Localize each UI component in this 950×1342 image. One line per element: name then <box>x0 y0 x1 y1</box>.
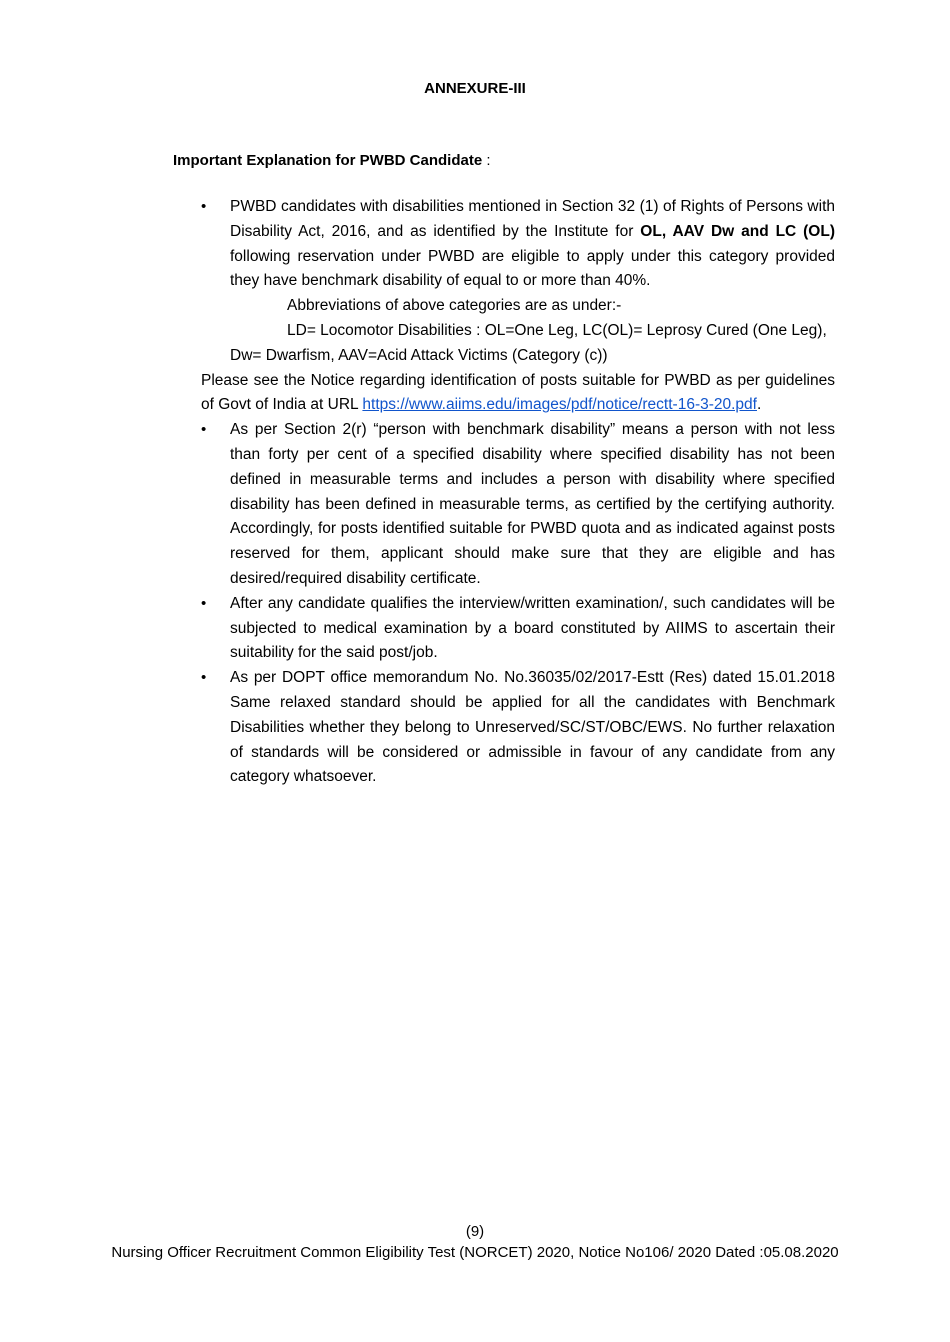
notice-paragraph <box>201 369 835 419</box>
page-number: (9) <box>465 1223 485 1240</box>
bullet-item-pwbd-eligibility <box>201 195 835 294</box>
abbreviations-dw: Dw= Dwarfism, AAV=Acid Attack Victims (Category (c)) <box>230 346 608 364</box>
bullet-text-bold: OL, AAV Dw and LC (OL) <box>640 222 835 240</box>
bullet-text-part2: following reservation under PWBD are eligible to apply under this category provided they have benchmark disability of equal to or more than 40%. <box>230 247 835 290</box>
bullet-item-medical-exam <box>201 592 835 666</box>
notice-url-link[interactable]: https://www.aiims.edu/images/pdf/notice/rectt-16-3-20.pdf <box>362 396 757 414</box>
bullet-text: As per Section 2(r) “person with benchmark disability” means a person with not less than forty per cent of a specified disability where specified disability has not been defined in measurable terms and includes a person with disability where specified disability has been defined in measurable terms, as certified by the certifying authority. Accordingly, for posts identified suitable for PWBD quota and as indicated against posts reserved for them, applicant should make sure that they are eligible and has desired/required disability certificate. <box>230 421 835 587</box>
notice-end: . <box>756 396 762 414</box>
footer-notice-line: Nursing Officer Recruitment Common Eligibility Test (NORCET) 2020, Notice No106/ 2020 Dated :05.08.2020 <box>111 1244 839 1261</box>
bullet-icon: • <box>201 421 207 439</box>
explanation-body <box>201 195 835 790</box>
bullet-item-benchmark-definition <box>201 418 835 592</box>
bullet-text: As per DOPT office memorandum No. No.36035/02/2017-Estt (Res) dated 15.01.2018 Same relaxed standard should be applied for all the candidates with Benchmark Disabilities whether they belong to Unreserved/SC/ST/OBC/EWS. No further relaxation of standards will be considered or admissible in favour of any candidate from any category whatsoever. <box>230 669 835 786</box>
bullet-icon: • <box>201 669 207 687</box>
notice-text: Please see the Notice regarding identification of posts suitable for PWBD as per guidelines of Govt of India at URL <box>201 371 835 414</box>
explanation-heading-text: Important Explanation for PWBD Candidate <box>173 152 483 169</box>
abbreviations-ld: LD= Locomotor Disabilities : OL=One Leg, LC(OL)= Leprosy Cured (One Leg), <box>287 321 827 339</box>
bullet-text: After any candidate qualifies the interview/written examination/, such candidates will be subjected to medical examination by a board constituted by AIIMS to ascertain their suitability for the said post/job. <box>230 594 835 662</box>
abbreviations-intro: Abbreviations of above categories are as under:- <box>287 297 622 315</box>
bullet-icon: • <box>201 594 207 612</box>
bullet-icon: • <box>201 198 207 215</box>
explanation-heading <box>173 151 833 171</box>
annexure-title: ANNEXURE-III <box>424 80 526 97</box>
bullet-item-dopt-memo <box>201 666 835 790</box>
bullet-text-part1: PWBD candidates with disabilities mentioned in Section 32 (1) of Rights of Persons with Disability Act, 2016, and as identified by the Institute for <box>230 198 835 240</box>
explanation-heading-suffix: : <box>482 152 491 169</box>
